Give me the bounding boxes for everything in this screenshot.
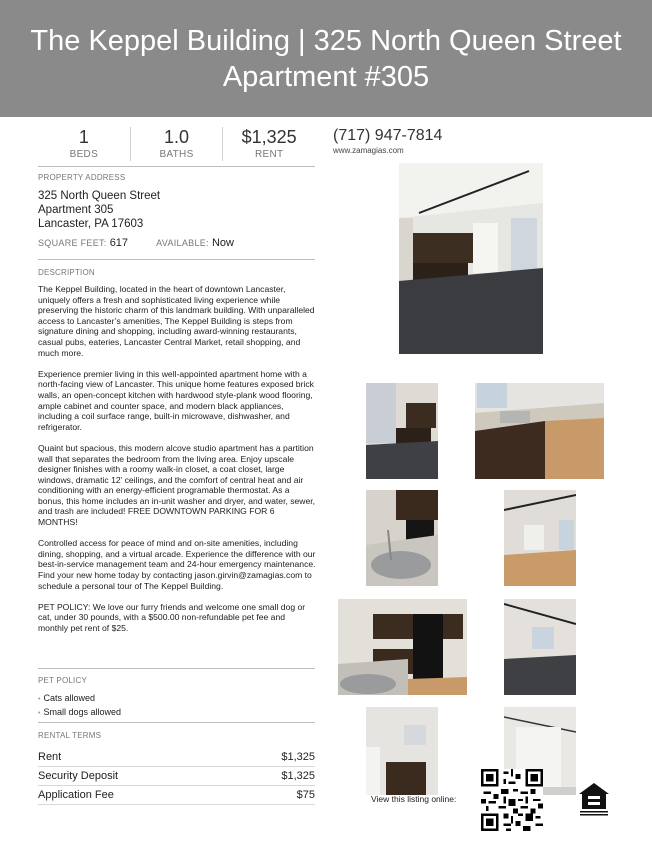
term-value: $75	[296, 789, 315, 801]
stat-rent	[223, 127, 315, 161]
photo-kitchen-view[interactable]	[366, 383, 438, 479]
listing-header	[0, 0, 652, 117]
property-address-label: PROPERTY ADDRESS	[38, 173, 126, 182]
photo-living-area[interactable]	[399, 163, 543, 354]
contact-website[interactable]: www.zamagias.com	[333, 146, 404, 155]
stat-beds-label: BEDS	[69, 149, 99, 160]
listing-title-line1: The Keppel Building | 325 North Queen Street	[30, 24, 622, 57]
stat-beds	[38, 127, 131, 161]
divider	[38, 668, 315, 669]
term-value: $1,325	[281, 770, 315, 782]
pet-policy-list	[38, 692, 121, 720]
sqft-availability	[38, 237, 234, 249]
description-paragraph: PET POLICY: We love our furry friends and welcome one small dog or cat, under 30 pounds, with a $500.00 non-refundable pet fee and monthly pet rent of $25.	[38, 601, 306, 633]
description-paragraph: Experience premier living in this well-appointed apartment home with a north-facing view of Lancaster. This unique home features exposed brick walls, an open-concept kitchen with hardwood style-plank wood flooring, ample cabinet and counter space, and modern black appliances, including a coil surface range, built-in microwave, dishwasher, and refrigerator.	[38, 368, 314, 432]
property-address	[38, 189, 160, 231]
table-row	[38, 748, 315, 767]
table-row	[38, 767, 315, 786]
table-row	[38, 786, 315, 805]
photo-bedroom-area[interactable]	[504, 490, 576, 586]
address-line3: Lancaster, PA 17603	[38, 218, 144, 230]
stat-rent-label: RENT	[254, 149, 284, 160]
stat-beds-value: 1	[78, 127, 89, 147]
stat-baths-value: 1.0	[163, 127, 190, 147]
photo-bedroom-window[interactable]	[504, 599, 576, 695]
sqft-label: SQUARE FEET:	[38, 238, 107, 248]
divider	[38, 166, 315, 167]
pet-policy-label: PET POLICY	[38, 676, 87, 685]
available-value: Now	[211, 237, 234, 249]
description-body	[38, 284, 316, 644]
term-value: $1,325	[281, 751, 315, 763]
stat-rent-value: $1,325	[241, 127, 297, 147]
term-label: Security Deposit	[38, 770, 119, 782]
address-line2: Apartment 305	[38, 204, 114, 216]
stat-baths	[131, 127, 224, 161]
qr-label: View this listing online:	[371, 794, 457, 804]
address-line1: 325 North Queen Street	[38, 190, 161, 202]
available-label: AVAILABLE:	[156, 238, 209, 248]
listing-title-line2: Apartment #305	[222, 60, 430, 93]
description-label: DESCRIPTION	[38, 268, 95, 277]
list-item: • Small dogs allowed	[38, 707, 121, 717]
sqft-value: 617	[109, 237, 129, 249]
stat-baths-label: BATHS	[159, 149, 194, 160]
description-paragraph: Quaint but spacious, this modern alcove studio apartment has a partition wall that separates the bedroom from the living area. Enjoy upscale designer finishes with a roomy walk-in closet, a coat closet, large windows, dramatic 12’ ceilings, and the comfort of central heat and air conditioning with an energy-efficient programable thermostat. As a bonus, this home includes an in-unit washer and dryer, and water, sewer, and trash are included! FREE DOWNTOWN PARKING FOR 6 MONTHS!	[38, 442, 316, 528]
qr-code[interactable]	[481, 769, 543, 831]
divider	[38, 259, 315, 260]
rental-terms-table	[38, 748, 315, 805]
term-label: Application Fee	[38, 789, 114, 801]
rental-terms-label: RENTAL TERMS	[38, 731, 102, 740]
photo-sink-range[interactable]	[366, 490, 438, 586]
photo-bathroom-vanity[interactable]	[366, 707, 438, 795]
equal-housing-opportunity-icon	[578, 782, 610, 816]
photo-kitchen-sink[interactable]	[475, 383, 604, 479]
description-paragraph: Controlled access for peace of mind and on-site amenities, including dining, shopping, and a virtual arcade. Experience the difference with our best-in-service management team and 24-hour emergency maintenance. Find your new home today by contacting jason.girvin@zamagias.com to schedule a personal tour of The Keppel Building.	[38, 538, 316, 591]
contact-phone[interactable]: (717) 947-7814	[333, 127, 443, 144]
description-paragraph: The Keppel Building, located in the heart of downtown Lancaster, uniquely offers a fresh and sophisticated living experience while preserving the historic charm of this landmark building. With unparalleled access to Lancaster’s amenities, The Keppel Building is steps from signature dining and shopping, including award-winning restaurants, casual pubs, eateries, Lancaster Central Market, retail shopping, and much more.	[38, 284, 315, 358]
divider	[38, 722, 315, 723]
photo-kitchen-cabinets[interactable]	[338, 599, 467, 695]
stats-bar	[38, 127, 315, 161]
term-label: Rent	[38, 751, 62, 763]
list-item: • Cats allowed	[38, 693, 95, 703]
